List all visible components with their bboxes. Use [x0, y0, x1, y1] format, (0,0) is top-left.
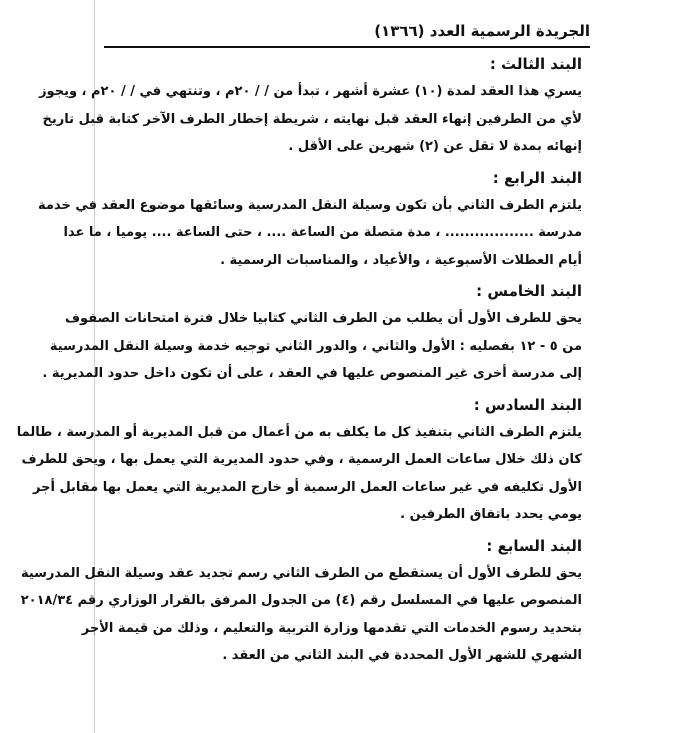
clause-line: المنصوص عليها في المسلسل رقم (٤) من الجدول المرفق بالقرار الوزاري رقم ٢٠١٨/٣٤	[20, 593, 582, 608]
header-rule	[104, 46, 590, 48]
gazette-header: الجريدة الرسمية العدد (١٣٦٦)	[374, 22, 590, 40]
clause-3	[39, 50, 582, 161]
document-body	[16, 50, 582, 670]
clause-title: البند السادس :	[473, 395, 582, 414]
clause-line: يحق للطرف الأول أن يستقطع من الطرف الثاني رسم تجديد عقد وسيلة النقل المدرسية	[20, 565, 582, 581]
clause-line: يلتزم الطرف الثاني بأن تكون وسيلة النقل المدرسية وسائقها موضوع العقد في خدمة	[38, 197, 582, 213]
clause-line: إلى مدرسة أخرى غير المنصوص عليها في العقد ، على أن تكون داخل حدود المديرية .	[42, 366, 582, 381]
clause-title: البند الثالث :	[489, 55, 582, 73]
clause-line: بتحديد رسوم الخدمات التي تقدمها وزارة التربية والتعليم ، وذلك من قيمة الأجر	[81, 620, 582, 636]
clause-line: يسري هذا العقد لمدة (١٠) عشرة أشهر ، تبدأ من / / ٢٠م ، وتنتهي في / / ٢٠م ، ويجوز	[39, 84, 582, 99]
clause-line: لأي من الطرفين إنهاء العقد قبل نهايته ، شريطة إخطار الطرف الآخر كتابة قبل تاريخ	[42, 111, 582, 127]
clause-line: من ٥ - ١٢ بفصليه : الأول والثاني ، والدور الثاني توجيه خدمة وسيلة النقل المدرسية	[49, 338, 582, 354]
clause-7	[20, 532, 582, 670]
clause-line: يومي يحدد باتفاق الطرفين .	[400, 507, 582, 522]
clause-line: مدرسة .................. ، مدة متصلة من الساعة .... ، حتى الساعة .... يوميا ، ما عدا	[63, 225, 582, 240]
clause-6	[16, 391, 582, 529]
clause-line: يلتزم الطرف الثاني بتنفيذ كل ما يكلف به من أعمال من قبل المديرية أو المدرسة ، طالما	[16, 424, 582, 440]
clause-4	[38, 164, 582, 275]
clause-5	[42, 277, 582, 388]
clause-line: كان ذلك خلال ساعات العمل الرسمية ، وفي حدود المديرية التي يعمل بها ، ويحق للطرف	[21, 452, 582, 467]
clause-line: الأول تكليفه في غير ساعات العمل الرسمية أو خارج المديرية التي يعمل بها مقابل أجر	[33, 479, 582, 495]
clause-title: البند الخامس :	[476, 282, 582, 300]
clause-line: يحق للطرف الأول أن يطلب من الطرف الثاني كتابيا خلال فترة امتحانات الصفوف	[64, 311, 582, 326]
clause-line: إنهائه بمدة لا تقل عن (٢) شهرين على الأقل .	[288, 139, 582, 154]
clause-title: البند الرابع :	[492, 168, 582, 187]
clause-line: الشهري للشهر الأول المحددة في البند الثاني من العقد .	[222, 648, 582, 663]
clause-line: أيام العطلات الأسبوعية ، والأعياد ، والمناسبات الرسمية .	[220, 252, 582, 268]
clause-title: البند السابع :	[486, 536, 582, 555]
